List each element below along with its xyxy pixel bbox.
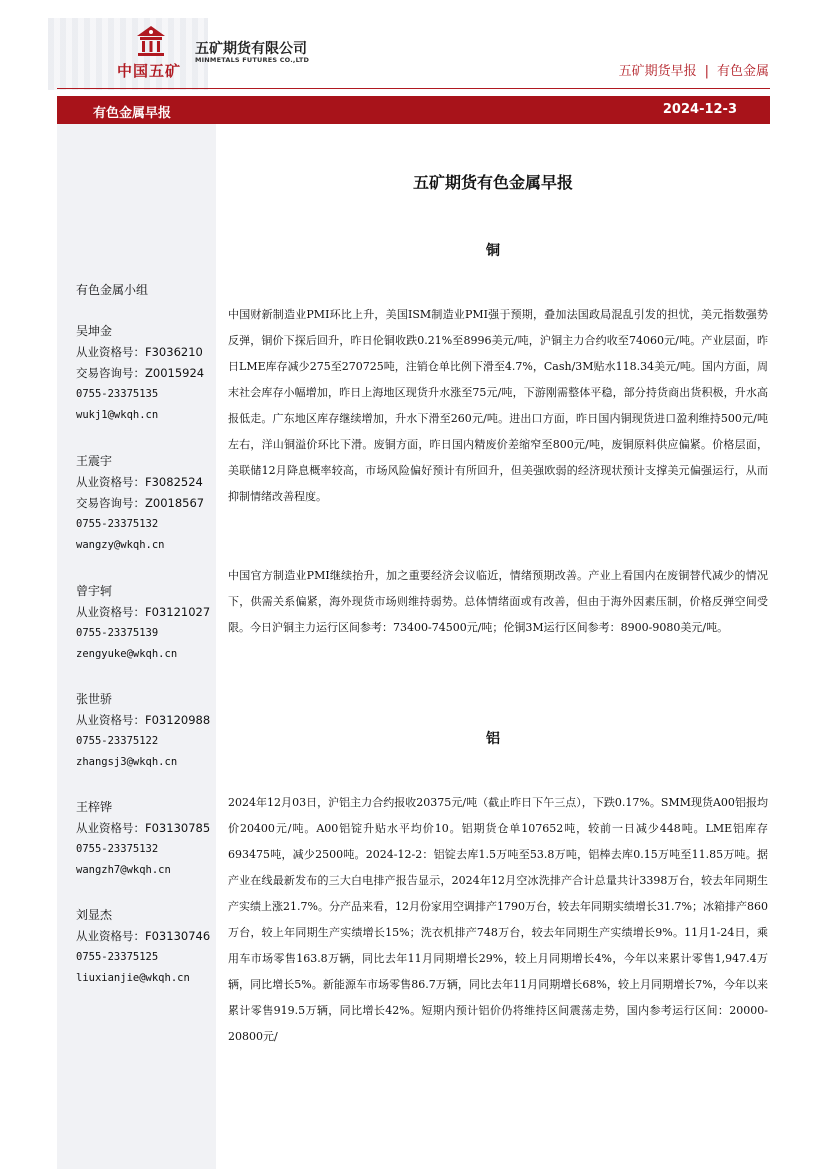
- document-title: 五矿期货有色金属早报: [412, 173, 573, 192]
- analyst-phone: 0755-23375132: [76, 518, 159, 530]
- analyst-card: [76, 581, 210, 665]
- company-name-en: MINMETALS FUTURES CO.,LTD: [195, 56, 310, 64]
- analyst-card: [76, 797, 210, 881]
- banner-title: 有色金属早报: [93, 106, 172, 121]
- analyst-license: 从业资格号：F03130785: [76, 821, 211, 835]
- analyst-name: 王震宇: [76, 454, 113, 468]
- section-heading-aluminum: 铝: [486, 731, 500, 747]
- analyst-name: 王梓铧: [76, 800, 113, 814]
- analyst-phone: 0755-23375122: [76, 735, 159, 747]
- analyst-card: [76, 689, 210, 773]
- analyst-license: 从业资格号：F3082524: [76, 475, 203, 489]
- header-report-name: 五矿期货早报: [618, 64, 697, 79]
- analyst-email[interactable]: wangzh7@wkqh.cn: [76, 864, 171, 876]
- aluminum-paragraph-1: 2024年12月03日，沪铝主力合约报收20375元/吨（截止昨日下午三点），下跌0.17%。SMM现货A00铝报均价20400元/吨。A00铝锭升贴水平均价10。铝期货仓单107652吨，较前一日减少448吨。LME铝库存693475吨，减少2500吨。2024-12-2：铝锭去库1.5万吨至53.8万吨，铝棒去库0.15万吨至11.85万吨。据产业在线最新发布的三大白电排产报告显示，2024年12月空冰洗排产合计总量共计3398万台，较去年同期生产实绩上涨21.7%。分产品来看，12月份家用空调排产1790万台，较去年同期实绩增长31.7%；冰箱排产860万台，较上年同期生产实绩增长15%；洗衣机排产748万台，较去年同期生产实绩增长9%。11月1-24日，乘用车市场零售163.8万辆，同比去年11月同期增长29%，较上月同期增长4%，今年以来累计零售1,947.4万辆，同比增长5%。新能源车市场零售86.7万辆，同比去年11月同期增长68%，较上月同期增长7%，今年以来累计零售919.5万辆，同比增长42%。短期内预计铝价仍将维持区间震荡走势，国内参考运行区间：20000-20800元/: [228, 796, 768, 1043]
- analyst-card: [76, 905, 210, 989]
- section-heading-copper: 铜: [486, 243, 500, 259]
- analyst-phone: 0755-23375139: [76, 627, 159, 639]
- analyst-name: 刘显杰: [76, 908, 113, 922]
- report-banner: [57, 96, 770, 124]
- analyst-license: 从业资格号：F03121027: [76, 605, 211, 619]
- analyst-email[interactable]: liuxianjie@wkqh.cn: [76, 972, 190, 984]
- copper-paragraph-2: 中国官方制造业PMI继续抬升，加之重要经济会议临近，情绪预期改善。产业上看国内在废铜替代减少的情况下，供需关系偏紧，海外现货市场则维持弱势。总体情绪面或有改善，但由于海外因素压制，价格反弹空间受限。今日沪铜主力运行区间参考：73400-74500元/吨；伦铜3M运行区间参考：8900-9080美元/吨。: [228, 569, 768, 634]
- analyst-consult-no: 交易咨询号：Z0015924: [76, 366, 205, 380]
- analyst-phone: 0755-23375125: [76, 951, 159, 963]
- analyst-email[interactable]: wangzy@wkqh.cn: [76, 539, 165, 551]
- copper-paragraph-1: 中国财新制造业PMI环比上升，美国ISM制造业PMI强于预期，叠加法国政局混乱引发的担忧，美元指数强势反弹，铜价下探后回升，昨日伦铜收跌0.21%至8996美元/吨，沪铜主力合约收至74060元/吨。产业层面，昨日LME库存减少275至270725吨，注销仓单比例下滑至4.7%，Cash/3M贴水118.34美元/吨。国内方面，周末社会库存小幅增加，昨日上海地区现货升水涨至75元/吨，下游刚需整体平稳，部分持货商出货积极，升水高报低走。广东地区库存继续增加，升水下滑至260元/吨。进出口方面，昨日国内铜现货进口盈利维持500元/吨左右，洋山铜溢价环比下滑。废铜方面，昨日国内精废价差缩窄至800元/吨，废铜原料供应偏紧。价格层面，美联储12月降息概率较高，市场风险偏好预计有所回升，但美强欧弱的经济现状预计支撑美元偏强运行，从而抑制情绪改善程度。: [228, 308, 768, 503]
- analyst-card: [76, 321, 204, 426]
- banner-date: 2024-12-3: [662, 102, 737, 117]
- analyst-license: 从业资格号：F3036210: [76, 345, 203, 359]
- header-category: 有色金属: [716, 64, 769, 79]
- logo-text: 中国五矿: [117, 62, 182, 80]
- company-name-cn: 五矿期货有限公司: [195, 41, 307, 57]
- analyst-consult-no: 交易咨询号：Z0018567: [76, 496, 205, 510]
- analyst-group-title: 有色金属小组: [76, 283, 149, 297]
- analyst-name: 吴坤金: [76, 324, 113, 338]
- analyst-email[interactable]: zengyuke@wkqh.cn: [76, 648, 178, 660]
- analyst-email[interactable]: zhangsj3@wkqh.cn: [76, 756, 178, 768]
- analyst-license: 从业资格号：F03120988: [76, 713, 211, 727]
- analyst-name: 张世骄: [76, 692, 113, 706]
- header-report-type: [619, 60, 769, 79]
- minmetals-logo-icon: [134, 24, 168, 58]
- analyst-email[interactable]: wukj1@wkqh.cn: [76, 409, 159, 421]
- analyst-license: 从业资格号：F03130746: [76, 929, 211, 943]
- analyst-card: [76, 451, 204, 556]
- header-separator: |: [704, 64, 709, 79]
- page-header: [0, 0, 826, 94]
- analyst-phone: 0755-23375135: [76, 388, 159, 400]
- header-divider: [57, 88, 770, 89]
- analyst-phone: 0755-23375132: [76, 843, 159, 855]
- analyst-name: 曾宇轲: [76, 584, 113, 598]
